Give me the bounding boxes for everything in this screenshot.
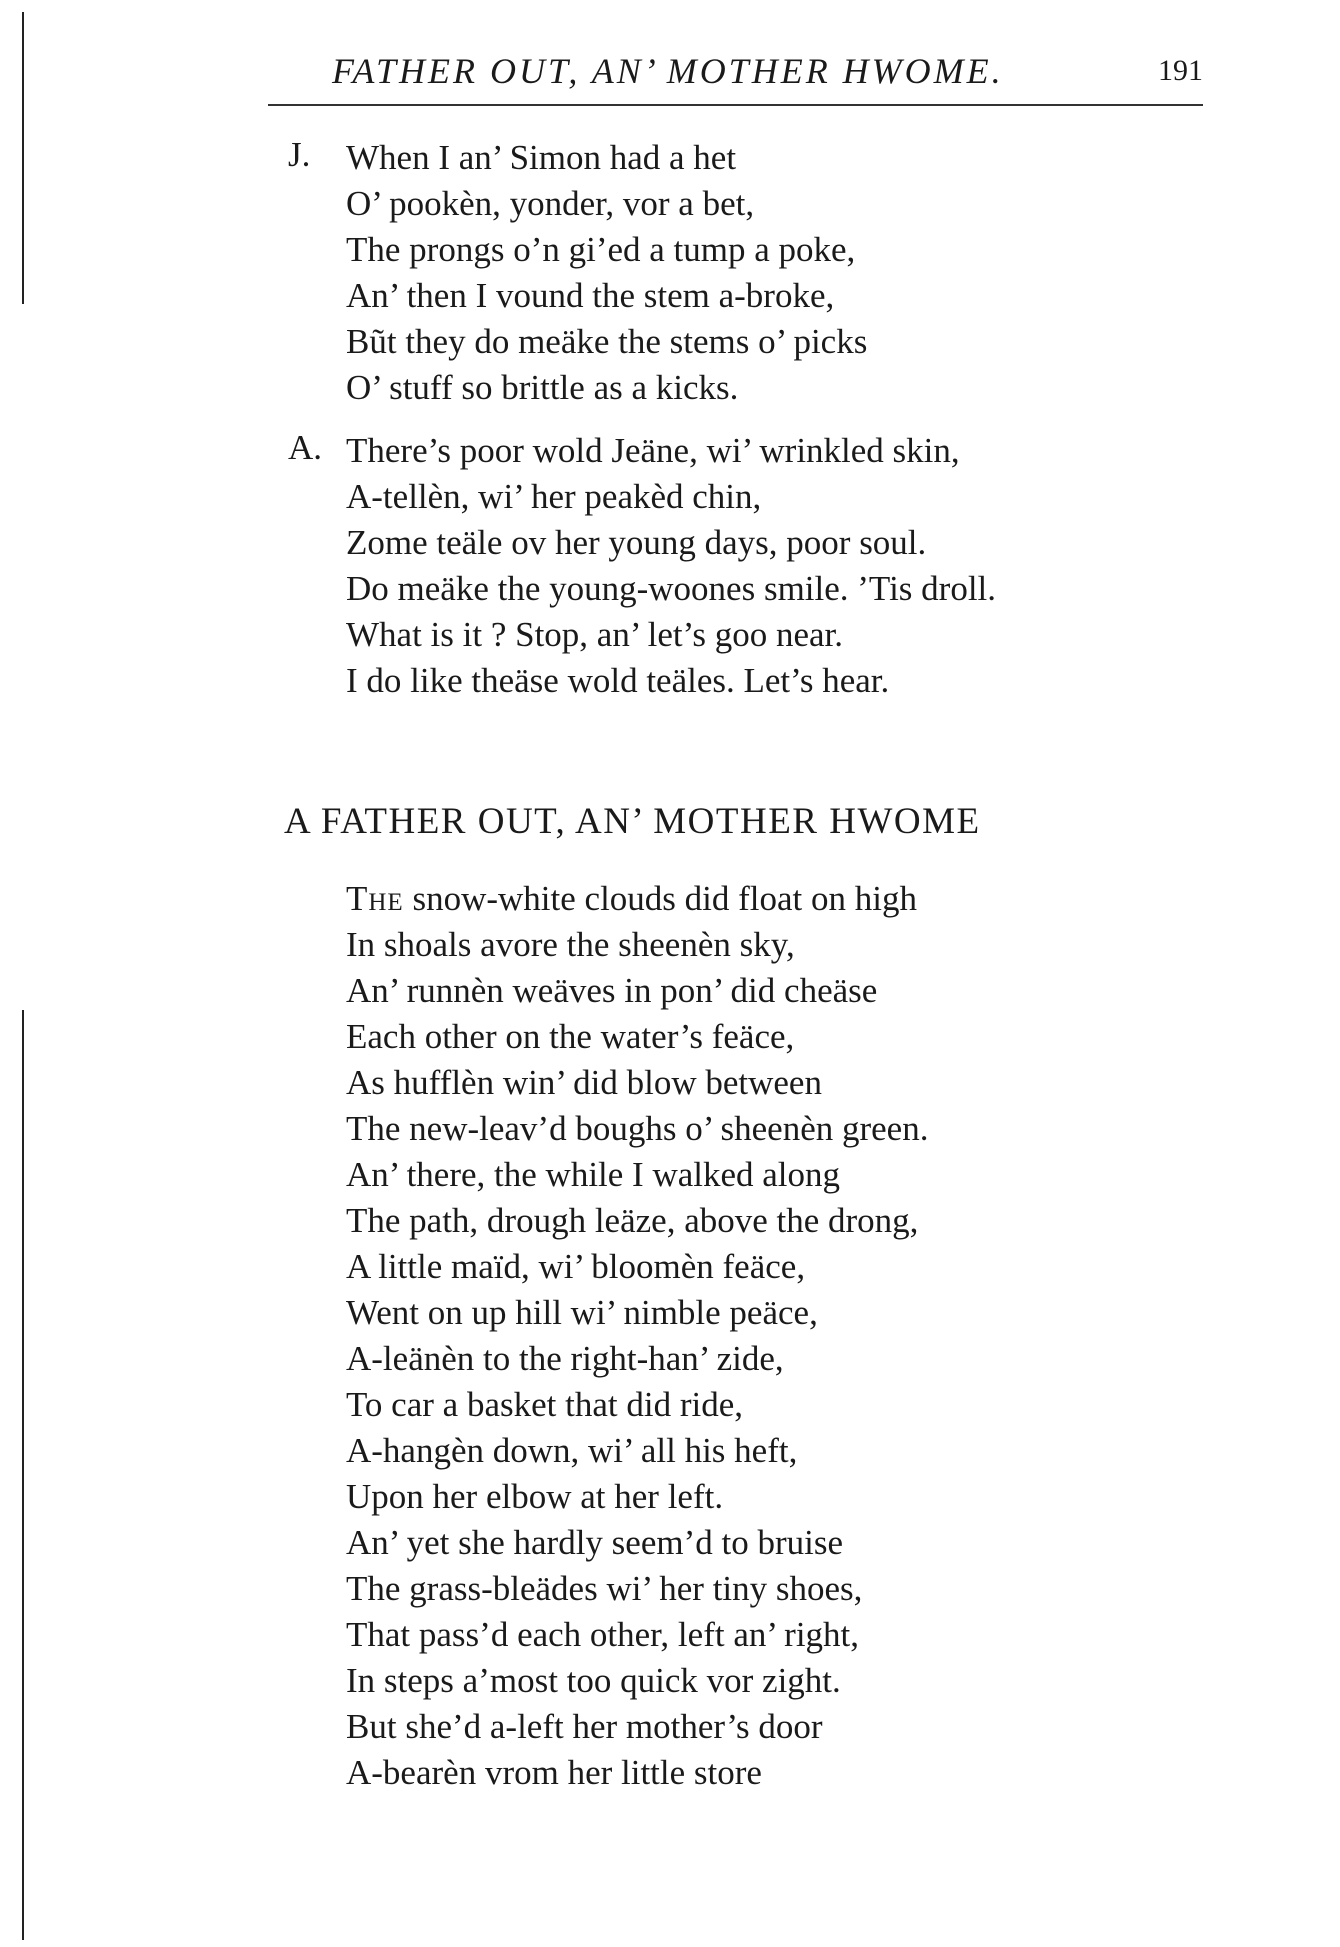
verse-line: The prongs o’n gi’ed a tump a poke,	[346, 230, 856, 269]
verse-line: A-hangèn down, wi’ all his heft,	[346, 1431, 798, 1470]
verse-line: An’ there, the while I walked along	[346, 1155, 841, 1194]
verse-line: A-tellèn, wi’ her peakèd chin,	[346, 477, 762, 516]
verse-line: Upon her elbow at her left.	[346, 1477, 724, 1516]
verse-line: An’ then I vound the stem a-broke,	[346, 276, 835, 315]
verse-line: Went on up hill wi’ nimble peäce,	[346, 1293, 818, 1332]
verse-line: Each other on the water’s feäce,	[346, 1017, 795, 1056]
verse-line: That pass’d each other, left an’ right,	[346, 1615, 860, 1654]
verse-line: I do like theäse wold teäles. Let’s hear.	[346, 661, 890, 700]
verse-line: As hufflèn win’ did blow between	[346, 1063, 822, 1102]
verse-line: A little maïd, wi’ bloomèn feäce,	[346, 1247, 806, 1286]
page-number: 191	[1158, 54, 1203, 87]
margin-mark-bottom	[22, 1010, 24, 1940]
poem-title: A FATHER OUT, AN’ MOTHER HWOME	[284, 801, 981, 842]
verse-line: Do meäke the young-woones smile. ’Tis droll.	[346, 569, 997, 608]
verse-line: In shoals avore the sheenèn sky,	[346, 925, 795, 964]
verse-line: An’ runnèn weäves in pon’ did cheäse	[346, 971, 878, 1010]
verse-line: When I an’ Simon had a het	[346, 138, 737, 177]
verse-line: A-bearèn vrom her little store	[346, 1753, 762, 1792]
verse-line: The path, drough leäze, above the drong,	[346, 1201, 919, 1240]
verse-line: The grass-bleädes wi’ her tiny shoes,	[346, 1569, 863, 1608]
verse-line: The new-leav’d boughs o’ sheenèn green.	[346, 1109, 929, 1148]
verse-line: A-leänèn to the right-han’ zide,	[346, 1339, 784, 1378]
running-title: FATHER OUT, AN’ MOTHER HWOME.	[332, 51, 1004, 91]
verse-line: Zome teäle ov her young days, poor soul.	[346, 523, 927, 562]
verse-line: In steps a’most too quick vor zight.	[346, 1661, 841, 1700]
margin-mark-top	[22, 12, 24, 304]
verse-line-first	[346, 876, 917, 922]
header-rule	[268, 104, 1203, 106]
verse-line: There’s poor wold Jeäne, wi’ wrinkled skin,	[346, 431, 960, 470]
verse-line: What is it ? Stop, an’ let’s goo near.	[346, 615, 844, 654]
speaker-label: J.	[288, 135, 311, 174]
verse-line: To car a basket that did ride,	[346, 1385, 743, 1424]
running-header	[268, 40, 1203, 100]
first-word: The	[346, 879, 404, 918]
verse-line: An’ yet she hardly seem’d to bruise	[346, 1523, 843, 1562]
verse-line: O’ pookèn, yonder, vor a bet,	[346, 184, 755, 223]
first-line-text: snow-white clouds did float on high	[403, 879, 917, 918]
verse-line: O’ stuff so brittle as a kicks.	[346, 368, 739, 407]
speaker-label: A.	[288, 428, 323, 467]
verse-line: But she’d a-left her mother’s door	[346, 1707, 823, 1746]
verse-line: Bũt they do meäke the stems o’ picks	[346, 322, 868, 361]
